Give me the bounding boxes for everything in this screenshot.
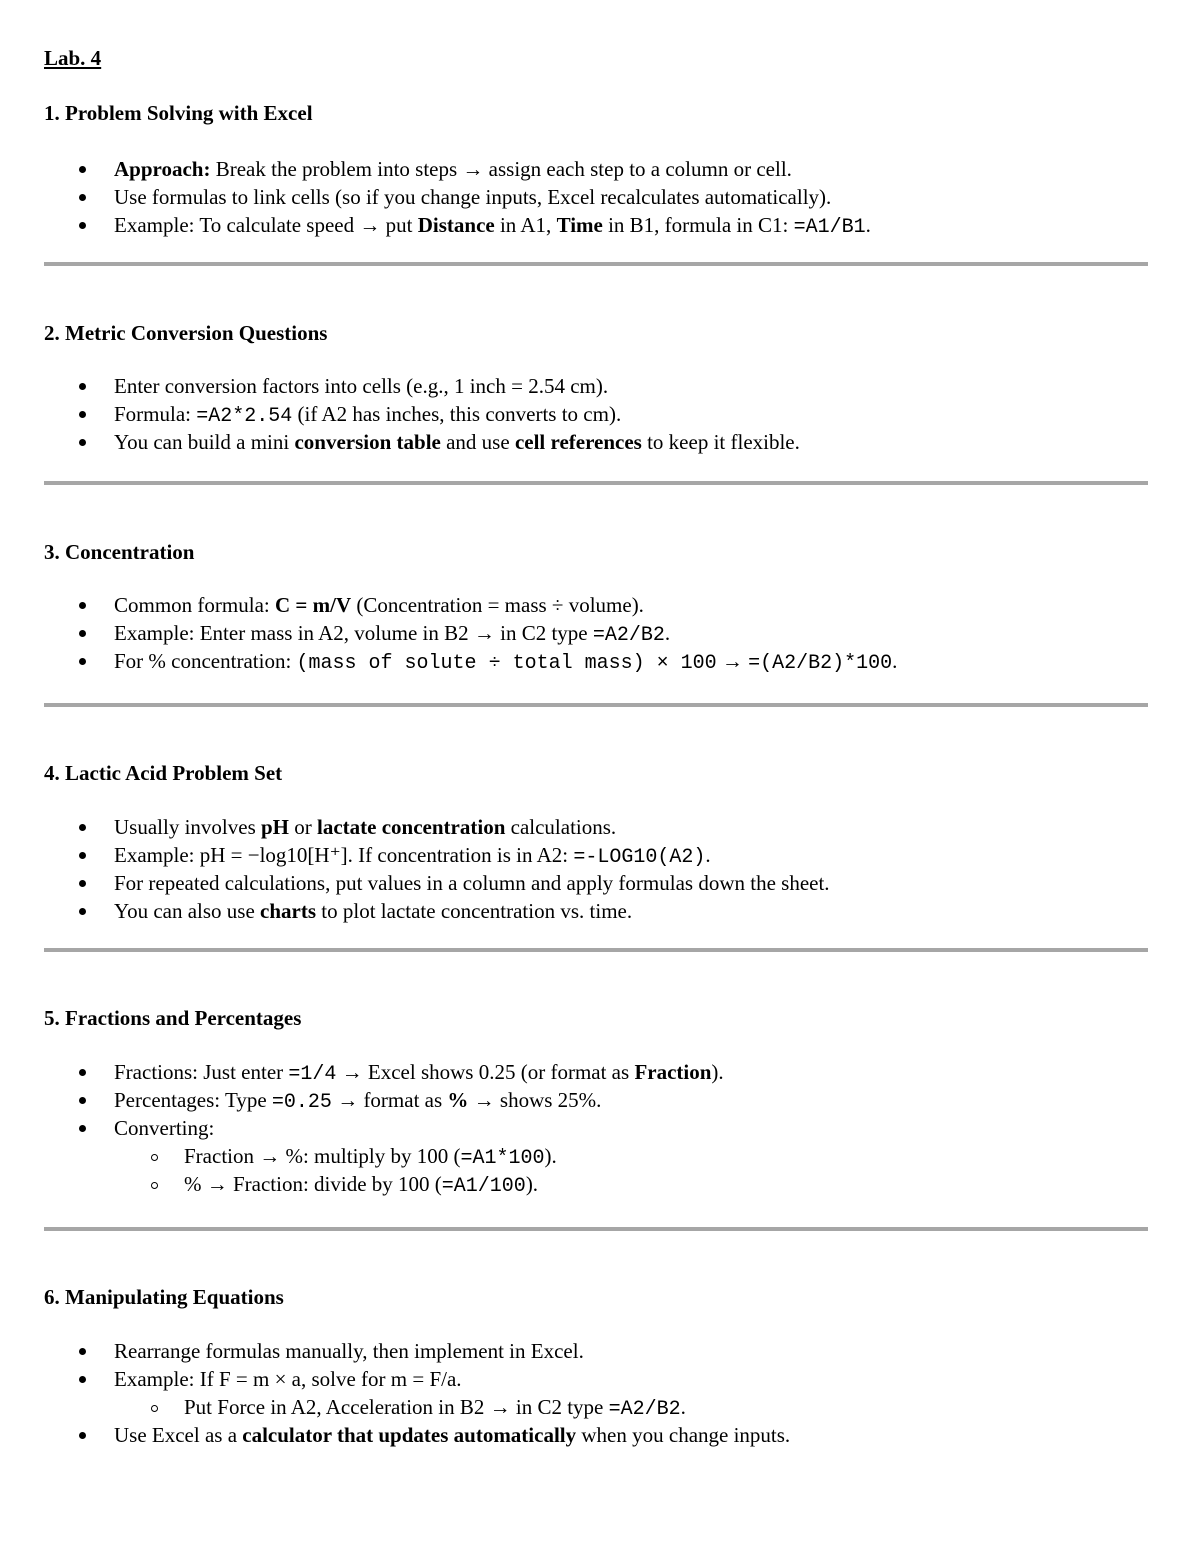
section-heading: 5. Fractions and Percentages <box>44 1006 302 1030</box>
list-item: You can build a mini conversion table and use cell references to keep it flexible. <box>44 428 1148 456</box>
section-heading: 2. Metric Conversion Questions <box>44 321 328 345</box>
list-item: Percentages: Type =0.25 → format as % → shows 25%. <box>44 1086 1148 1114</box>
list-item: Example: If F = m × a, solve for m = F/a. <box>44 1365 1148 1393</box>
list-item: Formula: =A2*2.54 (if A2 has inches, this converts to cm). <box>44 400 1148 428</box>
bullet-icon <box>79 222 86 229</box>
bullet-icon <box>79 1376 86 1383</box>
section-heading: 4. Lactic Acid Problem Set <box>44 761 283 785</box>
bullet-list <box>44 591 1148 675</box>
list-item: Common formula: C = m/V (Concentration = mass ÷ volume). <box>44 591 1148 619</box>
section-heading: 1. Problem Solving with Excel <box>44 101 313 125</box>
bullet-icon <box>79 1125 86 1132</box>
bullet-icon <box>79 383 86 390</box>
section-heading: 3. Concentration <box>44 540 195 564</box>
bullet-icon <box>79 630 86 637</box>
bullet-icon <box>79 658 86 665</box>
bullet-icon <box>79 1069 86 1076</box>
section-divider <box>44 1227 1148 1231</box>
list-item: Use Excel as a calculator that updates automatically when you change inputs. <box>44 1421 1148 1449</box>
section-fractions-percentages <box>44 1006 1148 1198</box>
list-item: Approach: Break the problem into steps → assign each step to a column or cell. <box>44 155 1148 183</box>
section-divider <box>44 262 1148 266</box>
sub-list-item: % → Fraction: divide by 100 (=A1/100). <box>44 1170 1148 1198</box>
bullet-icon <box>79 411 86 418</box>
bullet-icon <box>79 439 86 446</box>
bullet-icon <box>79 194 86 201</box>
list-item: Example: To calculate speed → put Distance in A1, Time in B1, formula in C1: =A1/B1. <box>44 211 1148 239</box>
bullet-icon <box>79 880 86 887</box>
bullet-icon <box>79 602 86 609</box>
list-item: For % concentration: (mass of solute ÷ total mass) × 100 → =(A2/B2)*100. <box>44 647 1148 675</box>
sub-list-item: Put Force in A2, Acceleration in B2 → in C2 type =A2/B2. <box>44 1393 1148 1421</box>
list-item: Example: pH = −log10[H⁺]. If concentration is in A2: =-LOG10(A2). <box>44 841 1148 869</box>
hollow-bullet-icon <box>151 1182 158 1189</box>
section-manipulating-equations <box>44 1285 1148 1449</box>
bullet-list <box>44 1058 1148 1198</box>
list-item: You can also use charts to plot lactate concentration vs. time. <box>44 897 1148 925</box>
section-metric-conversion <box>44 321 1148 456</box>
list-item: Use formulas to link cells (so if you change inputs, Excel recalculates automatically). <box>44 183 1148 211</box>
section-divider <box>44 948 1148 952</box>
list-item: For repeated calculations, put values in a column and apply formulas down the sheet. <box>44 869 1148 897</box>
list-item: Fractions: Just enter =1/4 → Excel shows 0.25 (or format as Fraction). <box>44 1058 1148 1086</box>
list-item: Enter conversion factors into cells (e.g., 1 inch = 2.54 cm). <box>44 372 1148 400</box>
bullet-list <box>44 1337 1148 1449</box>
document-title: Lab. 4 <box>44 46 102 70</box>
bullet-icon <box>79 1097 86 1104</box>
bullet-icon <box>79 1432 86 1439</box>
list-item: Usually involves pH or lactate concentration calculations. <box>44 813 1148 841</box>
section-lactic-acid <box>44 761 1148 925</box>
sub-list-item: Fraction → %: multiply by 100 (=A1*100). <box>44 1142 1148 1170</box>
list-item: Example: Enter mass in A2, volume in B2 → in C2 type =A2/B2. <box>44 619 1148 647</box>
section-divider <box>44 481 1148 485</box>
section-problem-solving <box>44 101 1148 239</box>
section-heading: 6. Manipulating Equations <box>44 1285 284 1309</box>
bullet-icon <box>79 824 86 831</box>
list-item: Converting: <box>44 1114 1148 1142</box>
bullet-icon <box>79 166 86 173</box>
bullet-list <box>44 372 1148 456</box>
bullet-icon <box>79 852 86 859</box>
hollow-bullet-icon <box>151 1405 158 1412</box>
hollow-bullet-icon <box>151 1154 158 1161</box>
bullet-icon <box>79 1348 86 1355</box>
list-item: Rearrange formulas manually, then implement in Excel. <box>44 1337 1148 1365</box>
bullet-list <box>44 155 1148 239</box>
bullet-icon <box>79 908 86 915</box>
section-concentration <box>44 540 1148 675</box>
bullet-list <box>44 813 1148 925</box>
section-divider <box>44 703 1148 707</box>
